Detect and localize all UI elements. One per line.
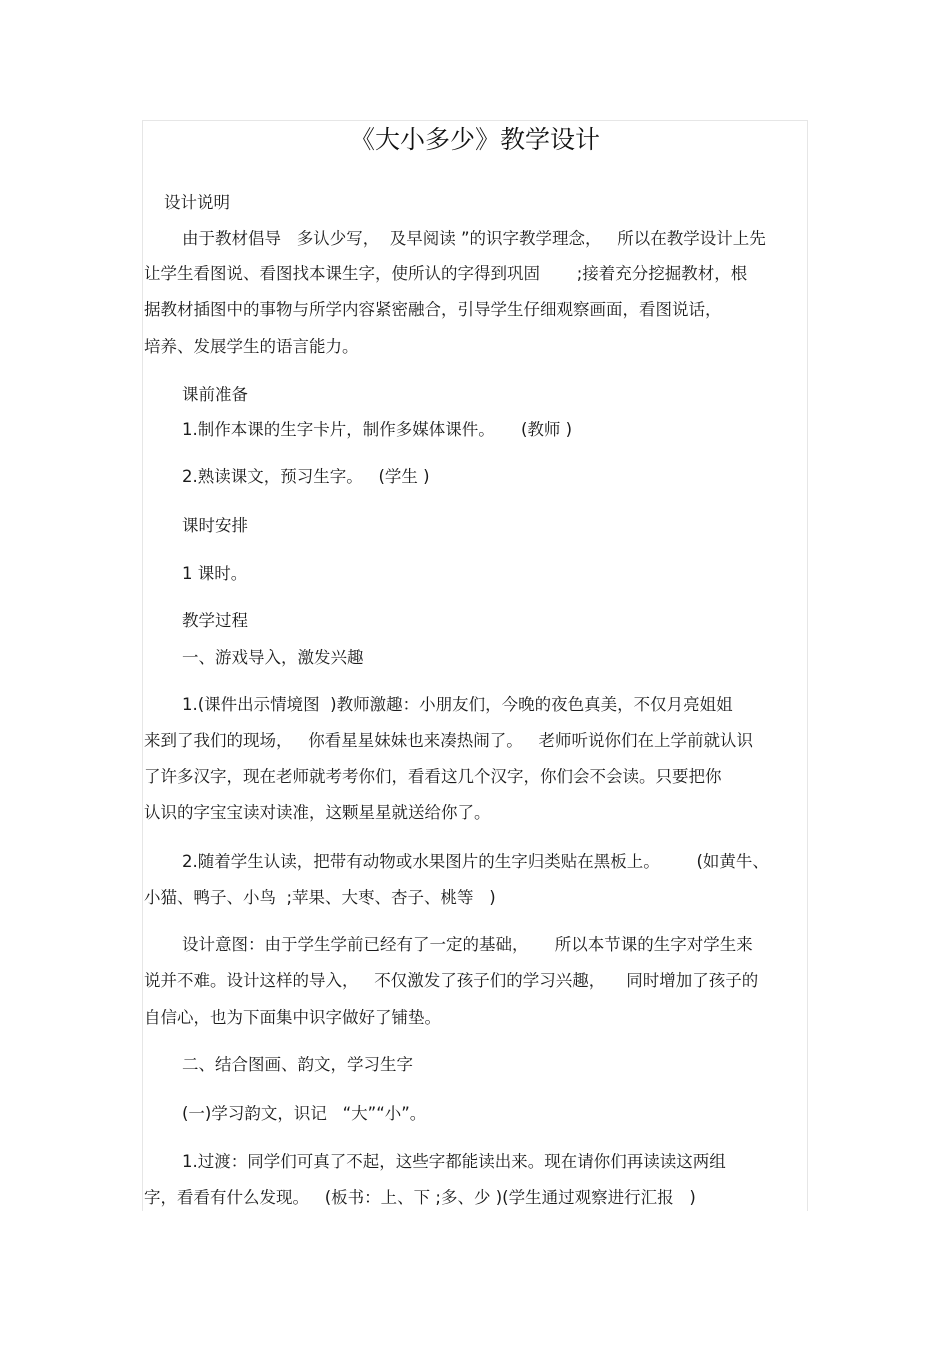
section-heading: 二、结合图画、韵文，学习生字 — [182, 1055, 413, 1074]
heading-schedule: 课时安排 — [182, 516, 248, 535]
paragraph-line: 来到了我们的现场， 你看星星妹妹也来凑热闹了。 老师听说你们在上学前就认识 — [144, 731, 753, 750]
section-heading: 一、游戏导入，激发兴趣 — [182, 648, 364, 667]
paragraph-line: 自信心，也为下面集中识字做好了铺垫。 — [144, 1008, 441, 1027]
paragraph-line: 让学生看图说、看图找本课生字，使所认的字得到巩固 ;接着充分挖掘教材，根 — [144, 264, 748, 283]
paragraph-line: 设计意图：由于学生学前已经有了一定的基础， 所以本节课的生字对学生来 — [182, 935, 753, 954]
paragraph-line: 认识的字宝宝读对读准，这颗星星就送给你了。 — [144, 803, 491, 822]
paragraph-line: 1.(课件出示情境图 )教师激趣：小朋友们，今晚的夜色真美，不仅月亮姐姐 — [182, 695, 733, 714]
paragraph-line: 据教材插图中的事物与所学内容紧密融合，引导学生仔细观察画面，看图说话， — [144, 300, 722, 319]
paragraph-line: 由于教材倡导 多认少写， 及早阅读 ”的识字教学理念， 所以在教学设计上先 — [182, 229, 766, 248]
heading-preparation: 课前准备 — [182, 385, 248, 404]
list-item: 1.制作本课的生字卡片，制作多媒体课件。 (教师 ) — [182, 420, 573, 439]
paragraph-line: 字，看看有什么发现。 (板书：上、下 ;多、少 )(学生通过观察进行汇报 ) — [144, 1188, 696, 1207]
document-title: 《大小多少》教学设计 — [349, 125, 600, 154]
paragraph-line: 小猫、鸭子、小鸟 ;苹果、大枣、杏子、桃等 ) — [144, 888, 496, 907]
paragraph-line: 1 课时。 — [182, 564, 248, 583]
heading-design-notes: 设计说明 — [164, 193, 230, 212]
list-item: 2.熟读课文，预习生字。 (学生 ) — [182, 467, 430, 486]
paragraph-line: 说并不难。设计这样的导入， 不仅激发了孩子们的学习兴趣， 同时增加了孩子的 — [144, 971, 759, 990]
paragraph-line: 2.随着学生认读，把带有动物或水果图片的生字归类贴在黑板上。 (如黄牛、 — [182, 852, 769, 871]
paragraph-line: 培养、发展学生的语言能力。 — [144, 337, 359, 356]
paragraph-line: 1.过渡：同学们可真了不起，这些字都能读出来。现在请你们再读读这两组 — [182, 1152, 726, 1171]
heading-process: 教学过程 — [182, 611, 248, 630]
paragraph-line: 了许多汉字，现在老师就考考你们，看看这几个汉字，你们会不会读。只要把你 — [144, 767, 722, 786]
subsection-heading: (一)学习韵文，识记 “大”“小”。 — [182, 1104, 427, 1123]
